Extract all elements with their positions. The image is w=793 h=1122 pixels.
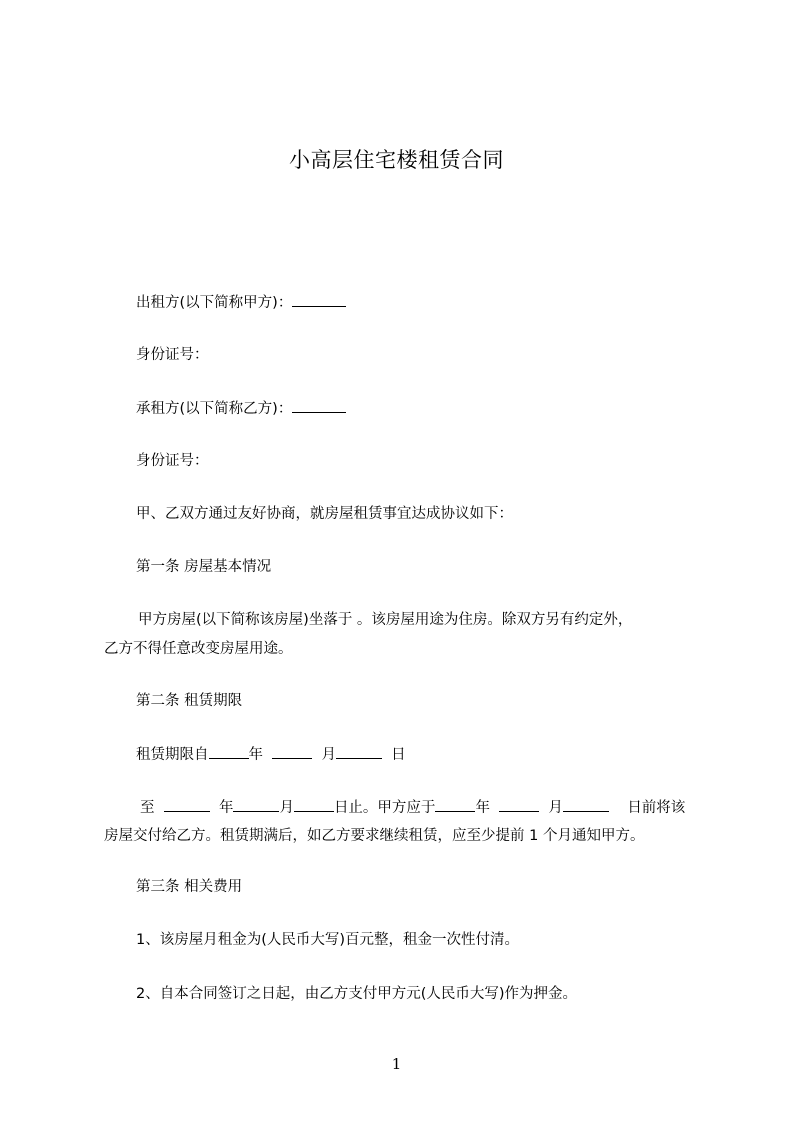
intro-text: 甲、乙双方通过友好协商，就房屋租赁事宜达成协议如下： (136, 506, 513, 522)
lessor-id-label: 身份证号： (136, 347, 209, 363)
term-from-prefix: 租赁期限自 (136, 747, 209, 763)
term-to-line (104, 797, 694, 818)
intro-line (136, 504, 513, 524)
start-year-blank[interactable] (209, 744, 249, 759)
delivery-year-unit: 年 (475, 800, 490, 816)
article2-line3: 房屋交付给乙方。租赁期满后，如乙方要求继续租赁，应至少提前 1 个月通知甲方。 (104, 828, 645, 844)
article1-paragraph (104, 610, 694, 659)
fee-item-2: 2、自本合同签订之日起，由乙方支付甲方元(人民币大写)作为押金。 (136, 986, 578, 1002)
page-number: 1 (391, 1055, 402, 1073)
lessor-blank[interactable] (292, 292, 346, 307)
article1-line2: 乙方不得任意改变房屋用途。 (104, 641, 293, 657)
delivery-suffix: 日前将该 (627, 800, 686, 816)
start-day-unit: 日 (391, 747, 406, 763)
end-month-blank[interactable] (233, 797, 279, 812)
term-to-prefix: 至 (140, 800, 155, 816)
end-year-blank[interactable] (164, 797, 210, 812)
lessee-id-label: 身份证号： (136, 453, 209, 469)
document-title: 小高层住宅楼租赁合同 (289, 148, 504, 172)
lessor-line (136, 292, 346, 313)
delivery-month-blank[interactable] (499, 797, 539, 812)
end-month-unit: 月 (279, 800, 294, 816)
start-day-blank[interactable] (336, 744, 382, 759)
start-year-unit: 年 (248, 747, 263, 763)
article1-line1: 甲方房屋(以下简称该房屋)坐落于 。该房屋用途为住房。除双方另有约定外， (138, 612, 633, 628)
article2-heading: 第二条 租赁期限 (136, 693, 243, 709)
end-day-blank[interactable] (294, 797, 334, 812)
article1-heading: 第一条 房屋基本情况 (136, 559, 272, 575)
delivery-day-blank[interactable] (563, 797, 609, 812)
term-from-line (136, 744, 406, 765)
lessor-id-line (136, 345, 209, 365)
lessor-label: 出租方(以下简称甲方)： (136, 295, 293, 311)
term-to-paragraph (104, 797, 694, 846)
delivery-month-unit: 月 (548, 800, 563, 816)
term-end-text: 日止。甲方应于 (333, 800, 436, 816)
lessee-line (136, 398, 346, 419)
lessee-blank[interactable] (292, 398, 346, 413)
delivery-year-blank[interactable] (435, 797, 475, 812)
lessee-label: 承租方(以下简称乙方)： (136, 401, 293, 417)
end-year-unit: 年 (218, 800, 234, 816)
lessee-id-line (136, 451, 209, 471)
article3-heading: 第三条 相关费用 (136, 879, 243, 895)
fee-item-1: 1、该房屋月租金为(人民币大写)百元整，租金一次性付清。 (136, 932, 520, 948)
start-month-unit: 月 (321, 747, 336, 763)
start-month-blank[interactable] (272, 744, 312, 759)
